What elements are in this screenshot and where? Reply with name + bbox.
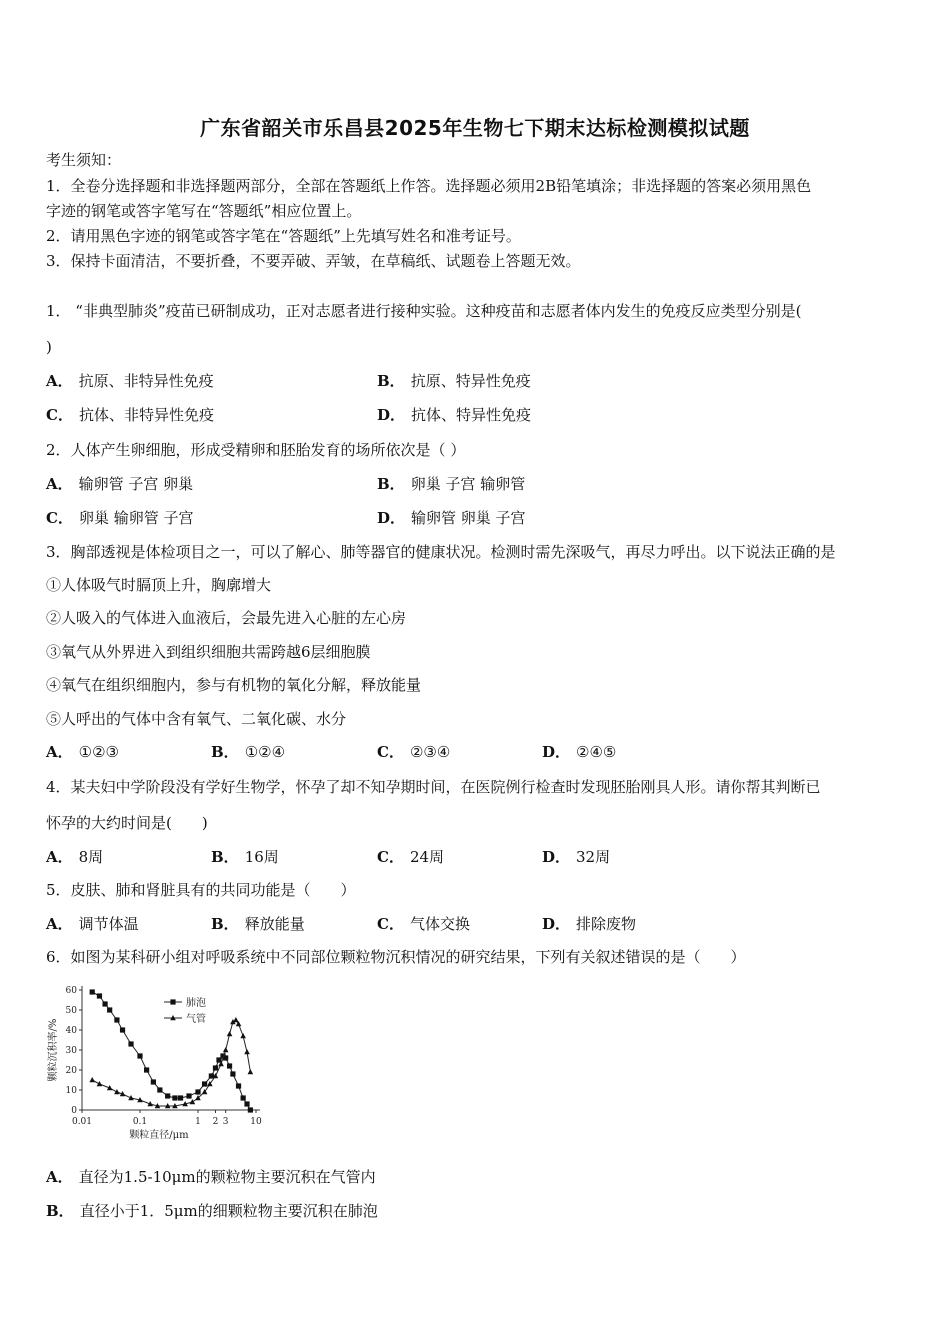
q4-option-b[interactable] [211,847,279,867]
q3-statement-2: ②人吸入的气体进入血液后，会最先进入心脏的左心房 [46,609,407,627]
q5-option-c[interactable] [377,914,470,934]
option-label: A． [46,743,73,761]
x-axis-label: 颗粒直径/μm [129,1130,189,1141]
option-text: ②④⑤ [576,743,617,761]
q2-option-d[interactable] [377,508,526,528]
data-point-气管 [240,1033,246,1038]
q4-stem: 4．某夫妇中学阶段没有学好生物学，怀孕了却不知孕期时间，在医院例行检查时发现胚胎刚具人形。请你帮其判断已 [46,778,821,796]
page-title: 广东省韶关市乐昌县2025年生物七下期末达标检测模拟试题 [200,116,750,140]
option-text: 直径小于1．5μm的细颗粒物主要沉积在肺泡 [79,1202,378,1220]
q5-option-b[interactable] [211,914,305,934]
y-tick-label: 30 [65,1046,77,1056]
q3-statement-5: ⑤人呼出的气体中含有氧气、二氧化碳、水分 [46,710,347,728]
option-text: 气体交换 [409,915,470,933]
option-text: 8周 [78,848,104,866]
y-axis-label: 颗粒沉积率/% [48,1018,59,1082]
q5-stem: 5．皮肤、肺和肾脏具有的共同功能是（ ） [46,881,356,899]
data-point-肺泡 [90,989,95,994]
q2-option-b[interactable] [377,474,525,494]
data-point-肺泡 [97,993,102,998]
option-label: C． [377,915,404,933]
option-text: 32周 [576,848,611,866]
data-point-肺泡 [144,1067,149,1072]
data-point-肺泡 [202,1081,207,1086]
option-label: B． [377,372,405,390]
q6-option-b[interactable] [46,1201,378,1221]
x-tick-label: 10 [250,1117,262,1127]
data-point-肺泡 [165,1093,170,1098]
option-label: D． [542,915,571,933]
q2-option-c[interactable] [46,508,194,528]
q4-stem-cont: 怀孕的大约时间是( ) [46,814,208,832]
option-text: 抗原、非特异性免疫 [78,372,214,390]
option-label: D． [377,509,406,527]
option-label: A． [46,475,73,493]
y-tick-label: 50 [65,1006,77,1016]
data-point-肺泡 [236,1083,241,1088]
data-point-气管 [89,1077,95,1082]
option-label: B． [377,475,405,493]
option-text: ①②③ [78,743,119,761]
y-tick-label: 20 [65,1066,77,1076]
data-point-肺泡 [151,1079,156,1084]
data-point-肺泡 [195,1089,200,1094]
data-point-肺泡 [120,1027,125,1032]
data-point-肺泡 [248,1107,253,1112]
deposition-rate-chart [46,980,276,1150]
option-label: D． [377,406,406,424]
data-point-气管 [248,1069,254,1074]
option-label: B． [211,915,239,933]
y-tick-label: 60 [65,986,77,996]
legend-marker [170,999,175,1004]
data-point-气管 [97,1081,103,1086]
q3-statement-3: ③氧气从外界进入到组织细胞共需跨越6层细胞膜 [46,643,371,661]
data-point-肺泡 [172,1095,177,1100]
option-label: C． [377,743,404,761]
option-label: A． [46,1168,73,1186]
q5-option-d[interactable] [542,914,636,934]
option-text: 调节体温 [78,915,139,933]
q2-stem: 2．人体产生卵细胞，形成受精卵和胚胎发育的场所依次是（ ） [46,441,466,459]
q3-stem: 3．胸部透视是体检项目之一，可以了解心、肺等器官的健康状况。检测时需先深吸气，再尽力呼出。以下说法正确的是 [46,543,836,561]
x-tick-label: 0.01 [71,1117,93,1127]
q1-option-a[interactable] [46,371,214,391]
q4-option-c[interactable] [377,847,444,867]
q3-option-b[interactable] [211,742,285,762]
option-label: B． [211,743,239,761]
option-text: 输卵管 卵巢 子宫 [411,509,526,527]
q3-option-c[interactable] [377,742,450,762]
data-point-肺泡 [230,1071,235,1076]
option-label: A． [46,915,73,933]
q1-option-b[interactable] [377,371,531,391]
q1-stem-cont: ) [46,338,52,356]
x-tick-label: 2 [212,1117,219,1127]
data-point-气管 [223,1047,229,1052]
option-text: 卵巢 输卵管 子宫 [78,509,194,527]
option-text: 24周 [409,848,445,866]
legend-label: 肺泡 [186,998,206,1009]
data-point-肺泡 [244,1101,249,1106]
option-label: D． [542,848,571,866]
data-point-肺泡 [178,1095,183,1100]
notice-item-1-cont: 字迹的钢笔或答字笔写在“答题纸”相应位置上。 [46,202,362,220]
q6-option-a[interactable] [46,1167,376,1187]
option-text: 排除废物 [576,915,637,933]
option-label: B． [211,848,239,866]
y-tick-label: 10 [65,1086,77,1096]
option-text: ②③④ [409,743,451,761]
q1-option-c[interactable] [46,405,214,425]
q4-option-a[interactable] [46,847,103,867]
option-text: 输卵管 子宫 卵巢 [78,475,194,493]
option-label: A． [46,848,73,866]
option-text: 释放能量 [244,915,305,933]
option-label: C． [46,509,73,527]
notice-item-2: 2．请用黑色字迹的钢笔或答字笔在“答题纸”上先填写姓名和准考证号。 [46,227,521,245]
q3-option-a[interactable] [46,742,119,762]
q2-option-a[interactable] [46,474,193,494]
option-text: 抗体、非特异性免疫 [78,406,214,424]
y-tick-label: 40 [65,1026,77,1036]
notice-heading: 考生须知： [46,151,122,169]
q1-stem: 1． “非典型肺炎”疫苗已研制成功，正对志愿者进行接种实验。这种疫苗和志愿者体内发生的免疫反应类型分别是( [46,302,802,320]
option-label: C． [377,848,404,866]
data-point-气管 [114,1089,120,1094]
q1-option-d[interactable] [377,405,531,425]
q3-statement-4: ④氧气在组织细胞内，参与有机物的氧化分解，释放能量 [46,676,422,694]
data-point-气管 [227,1031,233,1036]
q3-statement-1: ①人体吸气时膈顶上升，胸廓增大 [46,576,272,594]
option-text: ①②④ [244,743,286,761]
x-tick-label: 3 [222,1117,229,1127]
option-text: 16周 [244,848,279,866]
data-point-肺泡 [227,1063,232,1068]
data-point-肺泡 [137,1053,142,1058]
option-label: C． [46,406,73,424]
option-label: D． [542,743,571,761]
data-point-气管 [233,1017,239,1022]
legend-label: 气管 [186,1014,206,1025]
q3-option-d[interactable] [542,742,616,762]
notice-item-1: 1．全卷分选择题和非选择题两部分，全部在答题纸上作答。选择题必须用2B铅笔填涂；非选择题的答案必须用黑色 [46,177,812,195]
x-tick-label: 1 [195,1117,201,1127]
data-point-肺泡 [114,1017,119,1022]
data-point-气管 [244,1049,250,1054]
option-text: 卵巢 子宫 输卵管 [410,475,526,493]
x-tick-label: 0.1 [132,1117,148,1127]
option-label: A． [46,372,73,390]
option-text: 直径为1.5-10μm的颗粒物主要沉积在气管内 [78,1168,376,1186]
q5-option-a[interactable] [46,914,139,934]
data-point-肺泡 [241,1095,246,1100]
y-tick-label: 0 [71,1106,77,1116]
option-text: 抗原、特异性免疫 [410,372,531,390]
option-label: B． [46,1202,74,1220]
q6-stem: 6．如图为某科研小组对呼吸系统中不同部位颗粒物沉积情况的研究结果，下列有关叙述错误的是（ ） [46,948,746,966]
data-point-气管 [190,1099,196,1104]
data-point-肺泡 [107,1007,112,1012]
data-point-肺泡 [186,1093,191,1098]
q4-option-d[interactable] [542,847,610,867]
data-point-肺泡 [213,1065,218,1070]
option-text: 抗体、特异性免疫 [411,406,532,424]
data-point-肺泡 [102,1001,107,1006]
data-point-肺泡 [157,1087,162,1092]
data-point-肺泡 [128,1041,133,1046]
notice-item-3: 3．保持卡面清洁，不要折叠，不要弄破、弄皱，在草稿纸、试题卷上答题无效。 [46,252,581,270]
